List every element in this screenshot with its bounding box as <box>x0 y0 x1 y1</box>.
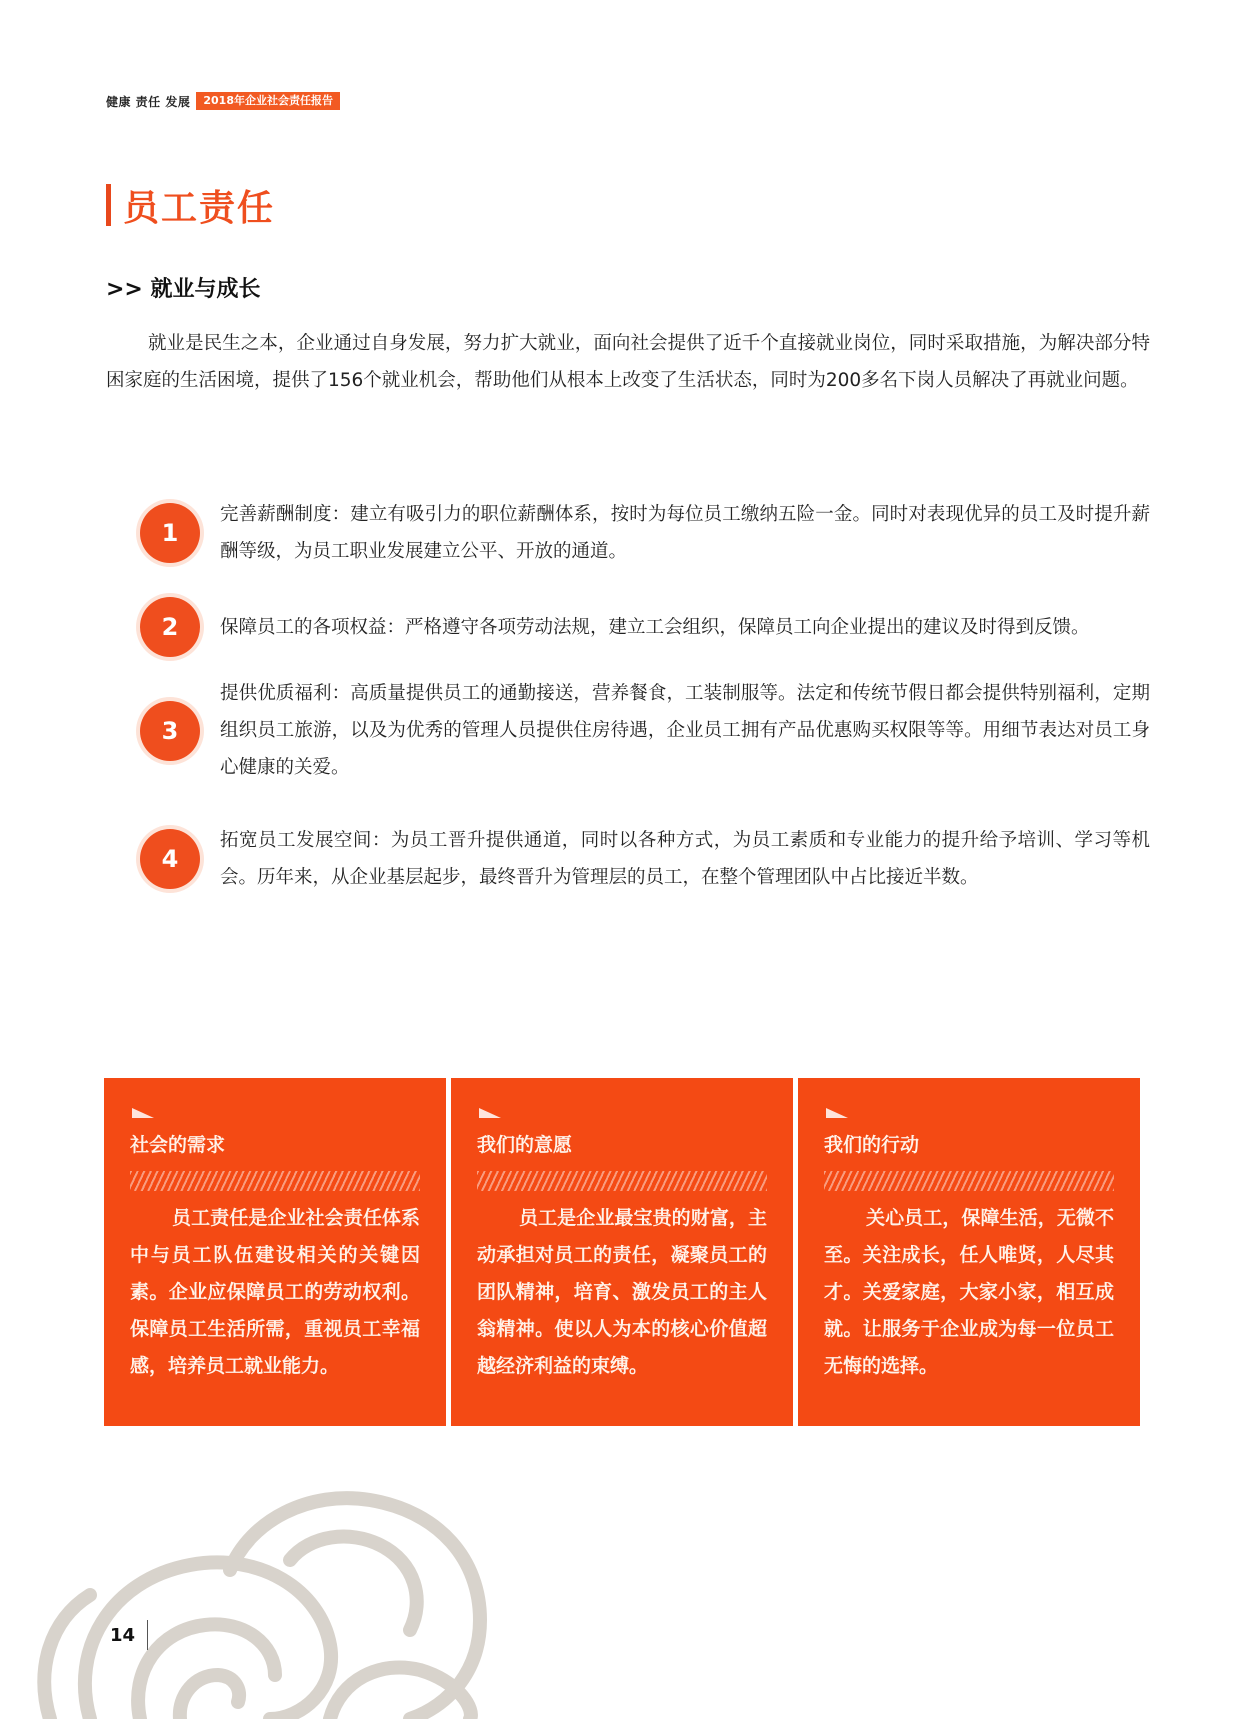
page-number <box>110 1620 148 1650</box>
card-body: 员工责任是企业社会责任体系中与员工队伍建设相关的关键因素。企业应保障员工的劳动权利。保障员工生活所需，重视员工幸福感，培养员工就业能力。 <box>130 1207 420 1377</box>
section-title <box>106 183 275 227</box>
list-item <box>140 675 1150 786</box>
card-body: 员工是企业最宝贵的财富，主动承担对员工的责任，凝聚员工的团队精神，培育、激发员工的主人翁精神。使以人为本的核心价值超越经济利益的束缚。 <box>477 1207 767 1377</box>
report-header <box>106 92 340 110</box>
card-our-will <box>451 1078 793 1426</box>
card-our-action <box>798 1078 1140 1426</box>
card-body: 关心员工，保障生活，无微不至。关注成长，任人唯贤，人尽其才。关爱家庭，大家小家，相互成就。让服务于企业成为每一位员工无悔的选择。 <box>824 1207 1114 1377</box>
card-divider-stripe <box>130 1171 420 1191</box>
item-number-badge: 4 <box>140 829 200 889</box>
card-divider-stripe <box>824 1171 1114 1191</box>
item-number-badge: 1 <box>140 503 200 563</box>
item-text: 提供优质福利：高质量提供员工的通勤接送，营养餐食，工装制服等。法定和传统节假日都会提供特别福利，定期组织员工旅游，以及为优秀的管理人员提供住房待遇，企业员工拥有产品优惠购买权限等等。用细节表达对员工身心健康的关爱。 <box>220 683 1150 778</box>
item-text: 完善薪酬制度：建立有吸引力的职位薪酬体系，按时为每位员工缴纳五险一金。同时对表现优异的员工及时提升薪酬等级，为员工职业发展建立公平、开放的通道。 <box>220 504 1150 562</box>
title-accent-bar <box>106 184 111 226</box>
card-divider-stripe <box>477 1171 767 1191</box>
item-text: 拓宽员工发展空间：为员工晋升提供通道，同时以各种方式，为员工素质和专业能力的提升给予培训、学习等机会。历年来，从企业基层起步，最终晋升为管理层的员工，在整个管理团队中占比接近半数。 <box>220 830 1150 888</box>
flag-icon <box>132 1108 154 1118</box>
list-item <box>140 496 1150 570</box>
card-title: 社会的需求 <box>130 1134 226 1156</box>
flag-icon <box>826 1108 848 1118</box>
flag-icon <box>479 1108 501 1118</box>
item-text: 保障员工的各项权益：严格遵守各项劳动法规，建立工会组织，保障员工向企业提出的建议及时得到反馈。 <box>220 616 1090 638</box>
item-number-badge: 3 <box>140 701 200 761</box>
header-report-tag: 2018年企业社会责任报告 <box>196 92 340 110</box>
card-social-demand <box>104 1078 446 1426</box>
list-item <box>140 597 1150 657</box>
section-title-text: 员工责任 <box>123 187 276 229</box>
page-number-text: 14 <box>110 1624 136 1646</box>
subheading: >> 就业与成长 <box>106 277 261 302</box>
list-item <box>140 822 1150 896</box>
cloud-pattern-icon <box>30 1470 550 1719</box>
header-slogan: 健康 责任 发展 <box>106 94 191 109</box>
page-number-divider <box>147 1620 148 1650</box>
item-number-badge: 2 <box>140 597 200 657</box>
card-title: 我们的意愿 <box>477 1134 573 1156</box>
info-cards <box>104 1078 1140 1426</box>
intro-paragraph: 就业是民生之本，企业通过自身发展，努力扩大就业，面向社会提供了近千个直接就业岗位，同时采取措施，为解决部分特困家庭的生活困境，提供了156个就业机会，帮助他们从根本上改变了生活状态，同时为200多名下岗人员解决了再就业问题。 <box>106 333 1150 391</box>
card-title: 我们的行动 <box>824 1134 920 1156</box>
